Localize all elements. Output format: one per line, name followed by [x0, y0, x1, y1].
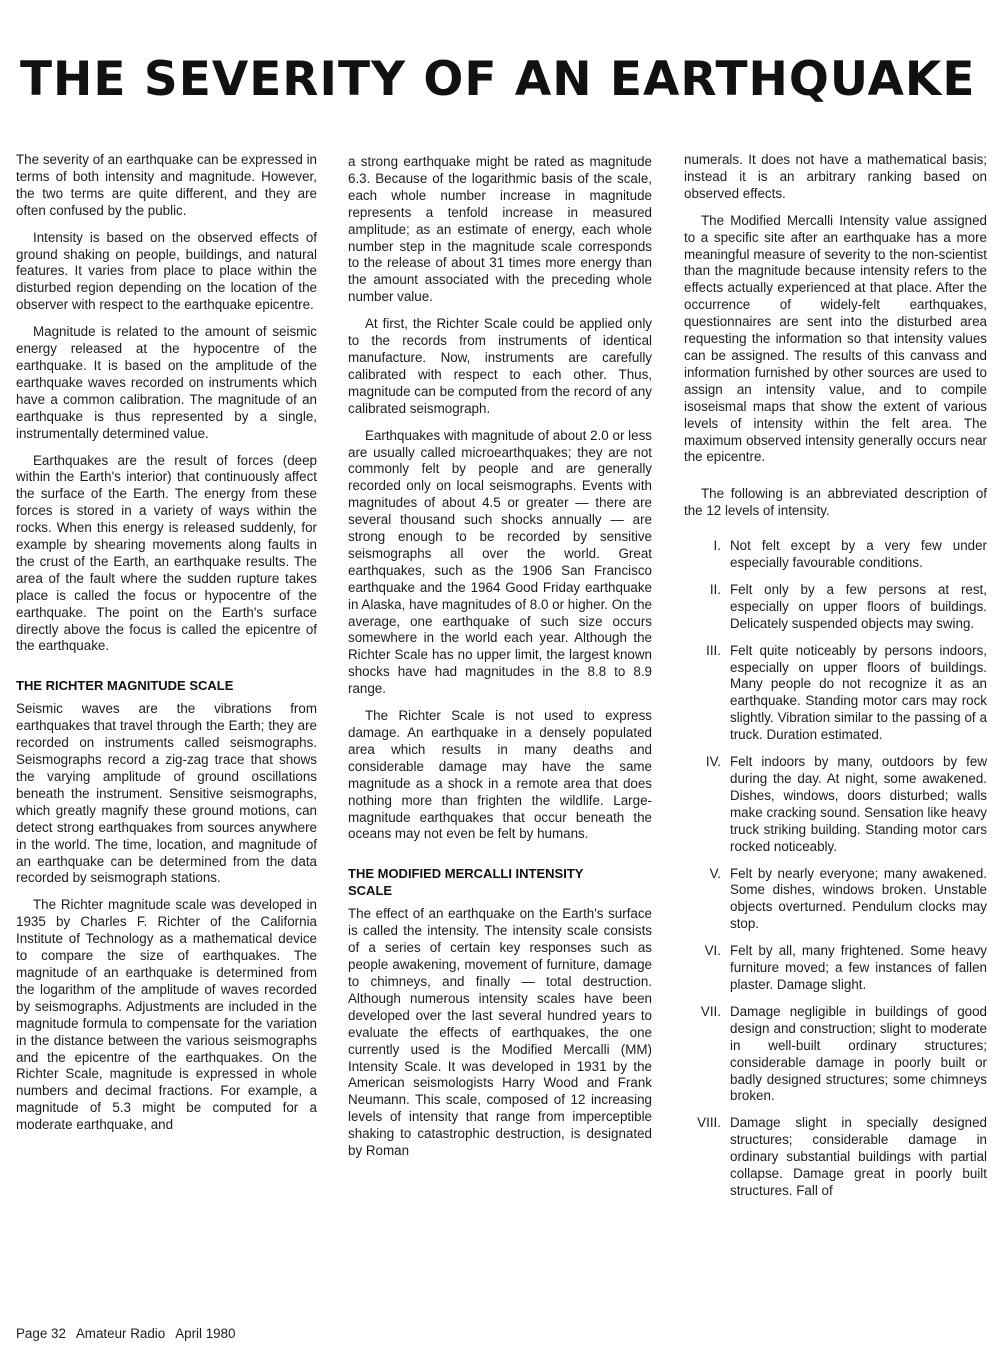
level-numeral: VIII.: [697, 1115, 721, 1131]
mercalli-paragraph: The following is an abbreviated description of the 12 levels of intensity.: [684, 486, 987, 519]
intensity-level: [684, 754, 987, 855]
level-numeral: II.: [709, 581, 721, 597]
richter-paragraph: Seismic waves are the vibrations from earthquakes that travel through the Earth; they are recorded on instruments called seismographs. Seismographs record a zig-zag trace that shows the varying amplitude of ground oscillations beneath the instrument. Sensitive seismographs, which greatly magnify these ground motions, can detect strong earthquakes from sources anywhere in the world. The time, location, and magnitude of an earthquake can be determined from the data recorded by seismograph stations.: [16, 701, 317, 886]
level-description: Felt indoors by many, outdoors by few during the day. At night, some awakened. Dishes, windows, doors disturbed; walls make cracking sound. Sensation like heavy truck striking building. Standing motor cars rocked noticeably.: [730, 754, 987, 854]
mercalli-paragraph: The effect of an earthquake on the Earth's surface is called the intensity. The intensity scale consists of a series of certain key responses such as people awakening, movement of furniture, damage to chimneys, and finally — total destruction. Although numerous intensity scales have been developed over the last several hundred years to evaluate the effects of earthquakes, the one currently used is the Modified Mercalli (MM) Intensity Scale. It was developed in 1931 by the American seismologists Harry Wood and Frank Neumann. This scale, composed of 12 increasing levels of intensity that range from imperceptible shaking to catastrophic destruction, is designated by Roman: [348, 906, 652, 1159]
intensity-level: [684, 643, 987, 744]
level-numeral: I.: [713, 538, 721, 554]
intensity-level: [684, 538, 987, 572]
article-title: THE SEVERITY OF AN EARTHQUAKE: [20, 52, 976, 107]
level-description: Not felt except by a very few under especially favourable conditions.: [730, 538, 987, 571]
level-numeral: VII.: [700, 1003, 721, 1019]
mercalli-paragraph: numerals. It does not have a mathematical basis; instead it is an arbitrary ranking based on observed effects.: [684, 152, 987, 201]
richter-paragraph: The Richter Scale is not used to express damage. An earthquake in a densely populated area which results in many deaths and considerable damage may have the same magnitude as a shock in a remote area that does nothing more than frighten the wildlife. Large-magnitude earthquakes that occur beneath the oceans may not even be felt by humans.: [348, 708, 652, 842]
mercalli-paragraph: The Modified Mercalli Intensity value assigned to a specific site after an earthquake has a more meaningful measure of severity to the non-scientist than the magnitude because intensity refers to the effects actually experienced at that place. After the occurrence of widely-felt earthquakes, questionnaires are sent into the disturbed area requesting the information so that intensity values can be assigned. The results of this canvass and information furnished by other sources are used to assign an intensity value, and to compile isoseismal maps that show the extent of various levels of intensity within the felt area. The maximum observed intensity generally occurs near the epicentre.: [684, 212, 987, 465]
intro-paragraph: Earthquakes are the result of forces (deep within the Earth's interior) that continuously affect the surface of the Earth. The energy from these forces is stored in a variety of ways within the rocks. When this energy is released suddenly, for example by shearing movements along faults in the crust of the Earth, an earthquake results. The area of the fault where the sudden rupture takes place is called the focus or hypocentre of the earthquake. The point on the Earth's surface directly above the focus is called the epicentre of the earthquake.: [16, 452, 317, 654]
level-description: Damage negligible in buildings of good design and construction; slight to moderate in well-built ordinary structures; considerable damage in poorly built or badly designed structures; some chimneys broken.: [730, 1003, 987, 1104]
column-1: [16, 152, 317, 1144]
level-numeral: V.: [709, 865, 721, 881]
intensity-level: [684, 866, 987, 934]
level-numeral: VI.: [704, 943, 721, 959]
column-3: [684, 152, 987, 1210]
intensity-level: [684, 582, 987, 633]
level-numeral: IV.: [705, 754, 721, 770]
intensity-level: [684, 943, 987, 994]
level-description: Felt only by a few persons at rest, especially on upper floors of buildings. Delicately suspended objects may swing.: [730, 581, 987, 631]
column-2: [348, 154, 652, 1170]
richter-paragraph: At first, the Richter Scale could be applied only to the records from instruments of identical manufacture. Now, instruments are carefully calibrated with respect to each other. Thus, magnitude can be computed from the record of any calibrated seismograph.: [348, 316, 652, 416]
level-description: Felt by nearly everyone; many awakened. Some dishes, windows broken. Unstable objects overturned. Pendulum clocks may stop.: [730, 865, 987, 932]
intensity-levels-list: [684, 538, 987, 1200]
richter-paragraph: The Richter magnitude scale was developed in 1935 by Charles F. Richter of the California Institute of Technology as a mathematical device to compare the size of earthquakes. The magnitude of an earthquake is determined from the logarithm of the amplitude of waves recorded by seismographs. Adjustments are included in the magnitude formula to compensate for the variation in the distance between the various seismographs and the epicentre of the earthquakes. On the Richter Scale, magnitude is expressed in whole numbers and decimal fractions. For example, a magnitude of 5.3 might be computed for a moderate earthquake, and: [16, 897, 317, 1133]
intro-paragraph: Intensity is based on the observed effects of ground shaking on people, buildings, and natural features. It varies from place to place within the disturbed region depending on the location of the observer with respect to the earthquake epicentre.: [16, 229, 317, 313]
level-description: Damage slight in specially designed structures; considerable damage in ordinary substantial buildings with partial collapse. Damage great in poorly built structures. Fall of: [730, 1115, 987, 1198]
level-numeral: III.: [706, 642, 721, 658]
page-footer: [16, 1325, 243, 1342]
section-heading-richter: THE RICHTER MAGNITUDE SCALE: [16, 678, 234, 694]
issue-date: April 1980: [175, 1326, 236, 1341]
publication-name: Amateur Radio: [75, 1326, 166, 1341]
intro-paragraph: Magnitude is related to the amount of seismic energy released at the hypocentre of the earthquake. It is based on the amplitude of the earthquake waves recorded on instruments which have a common calibration. The magnitude of an earthquake is thus represented by a single, instrumentally determined value.: [16, 324, 317, 441]
richter-paragraph: a strong earthquake might be rated as magnitude 6.3. Because of the logarithmic basis of the scale, each whole number increase in magnitude represents a tenfold increase in measured amplitude; as an estimate of energy, each whole number step in the magnitude scale corresponds to the release of about 31 times more energy than the amount associated with the preceding whole number value.: [348, 154, 652, 305]
level-description: Felt quite noticeably by persons indoors, especially on upper floors of buildings. Many people do not recognize it as an earthquake. Standing motor cars may rock slightly. Vibration similar to the passing of a truck. Duration estimated.: [730, 642, 987, 743]
page-number: Page 32: [16, 1326, 66, 1341]
intro-paragraph: The severity of an earthquake can be expressed in terms of both intensity and magnitude. However, the two terms are quite different, and they are often confused by the public.: [16, 152, 317, 218]
intensity-level: [684, 1115, 987, 1200]
section-heading-mercalli: THE MODIFIED MERCALLI INTENSITY SCALE: [348, 866, 584, 899]
level-description: Felt by all, many frightened. Some heavy furniture moved; a few instances of fallen plaster. Damage slight.: [730, 943, 987, 992]
intensity-level: [684, 1004, 987, 1105]
richter-paragraph: Earthquakes with magnitude of about 2.0 or less are usually called microearthquakes; they are not commonly felt by people and are generally recorded only on local seismographs. Events with magnitudes of about 4.5 or greater — there are several thousand such shocks annually — are strong enough to be recorded by sensitive seismographs all over the world. Great earthquakes, such as the 1906 San Francisco earthquake and the 1964 Good Friday earthquake in Alaska, have magnitudes of 8.0 or higher. On the average, one earthquake of such size occurs somewhere in the world each year. Although the Richter Scale has no upper limit, the largest known shocks have had magnitudes in the 8.8 to 8.9 range.: [348, 427, 652, 697]
